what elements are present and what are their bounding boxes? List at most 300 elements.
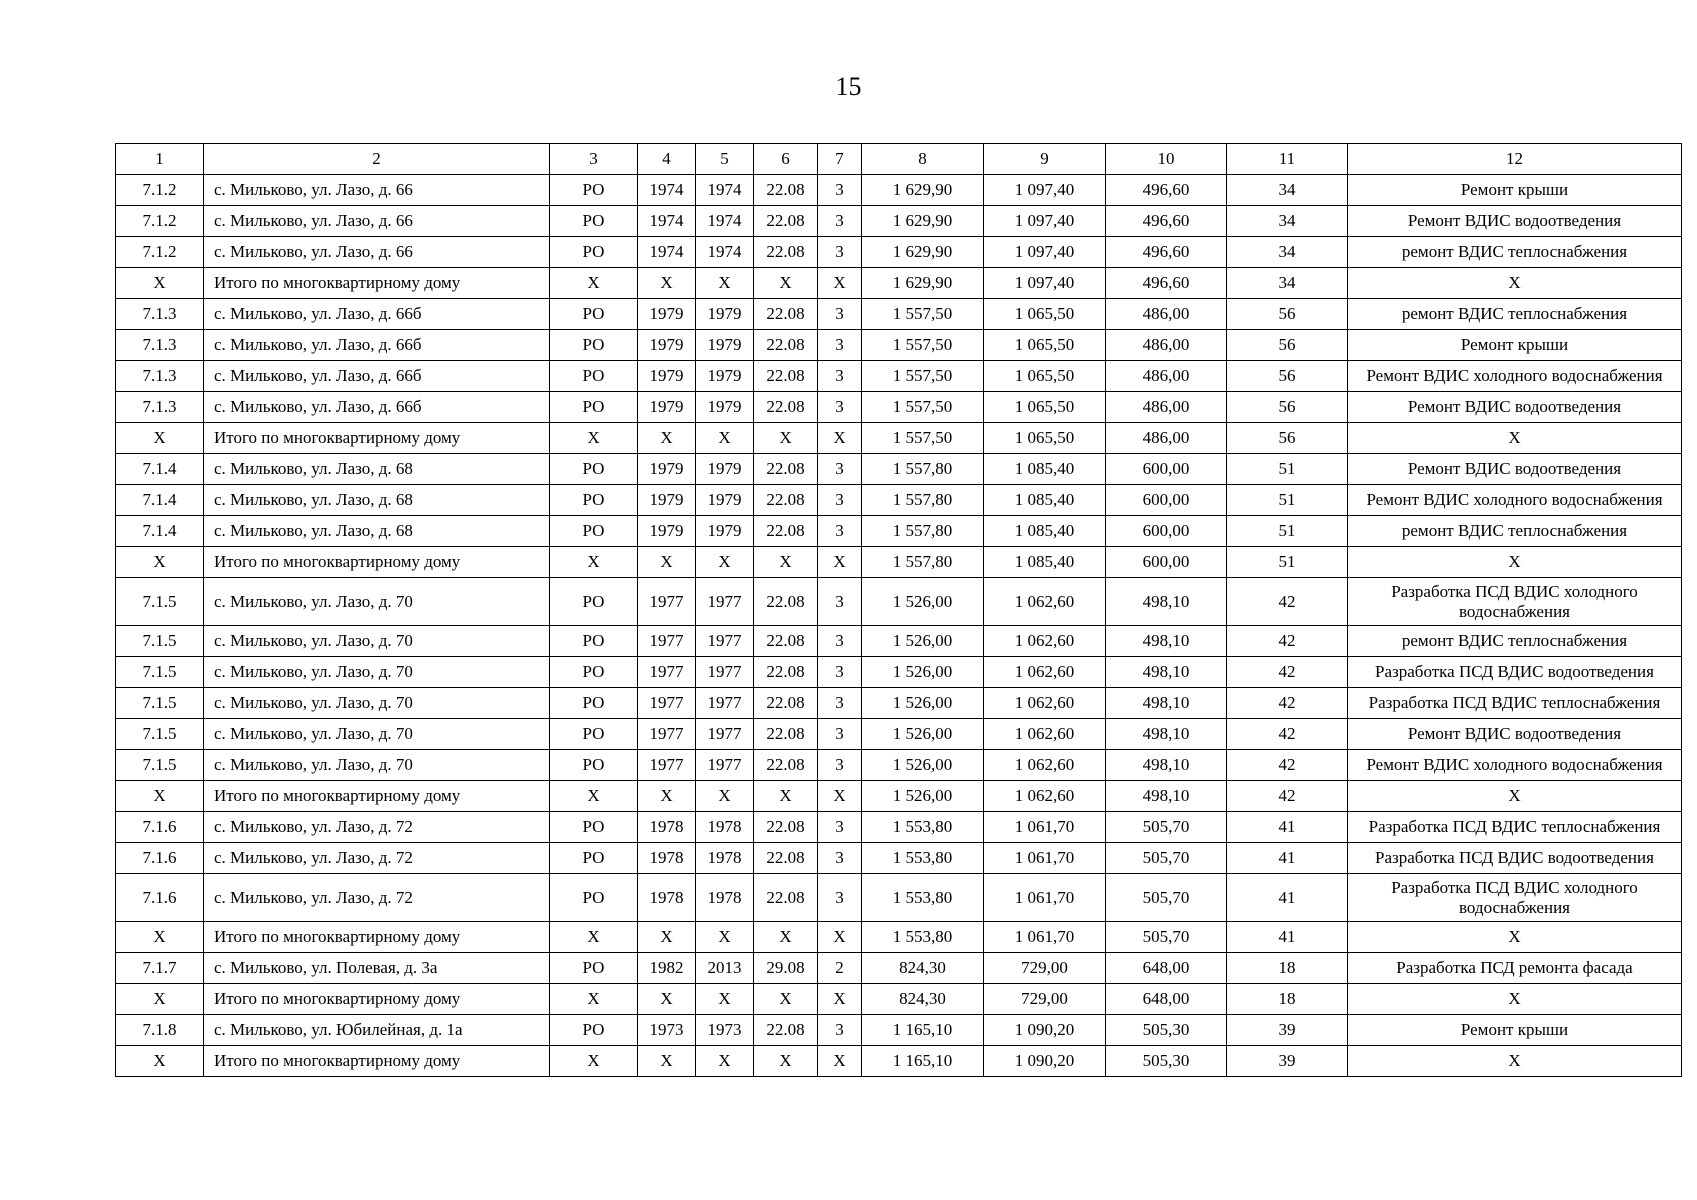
address-cell: с. Мильково, ул. Лазо, д. 66 [204, 237, 550, 268]
residential-area-cell: 1 090,20 [984, 1046, 1106, 1077]
date-code-cell: Х [754, 547, 818, 578]
work-type-cell: Х [1348, 1046, 1682, 1077]
owner-type-cell: РО [550, 175, 638, 206]
address-cell: с. Мильково, ул. Полевая, д. 3а [204, 953, 550, 984]
nonresidential-area-cell: 600,00 [1106, 485, 1227, 516]
address-cell: с. Мильково, ул. Юбилейная, д. 1а [204, 1015, 550, 1046]
total-area-cell: 1 553,80 [862, 812, 984, 843]
row-number-cell: 7.1.5 [116, 657, 204, 688]
work-type-cell: Разработка ПСД ВДИС теплоснабжения [1348, 688, 1682, 719]
residential-area-cell: 1 090,20 [984, 1015, 1106, 1046]
floors-cell: 3 [818, 750, 862, 781]
date-code-cell: 22.08 [754, 812, 818, 843]
row-number-cell: 7.1.5 [116, 626, 204, 657]
commissioning-year-cell: 1979 [696, 361, 754, 392]
total-area-cell: 1 557,80 [862, 516, 984, 547]
residents-count-cell: 56 [1227, 330, 1348, 361]
residential-area-cell: 1 062,60 [984, 688, 1106, 719]
date-code-cell: Х [754, 423, 818, 454]
commissioning-year-cell: 1979 [696, 454, 754, 485]
nonresidential-area-cell: 498,10 [1106, 750, 1227, 781]
column-header: 5 [696, 144, 754, 175]
floors-cell: Х [818, 423, 862, 454]
column-header: 6 [754, 144, 818, 175]
owner-type-cell: РО [550, 657, 638, 688]
row-number-cell: 7.1.8 [116, 1015, 204, 1046]
total-area-cell: 824,30 [862, 953, 984, 984]
address-cell: с. Мильково, ул. Лазо, д. 72 [204, 812, 550, 843]
address-cell: с. Мильково, ул. Лазо, д. 66б [204, 299, 550, 330]
table-row [116, 843, 1682, 874]
address-cell: с. Мильково, ул. Лазо, д. 68 [204, 485, 550, 516]
commissioning-year-cell: 1974 [696, 206, 754, 237]
date-code-cell: 22.08 [754, 578, 818, 626]
commissioning-year-cell: 1977 [696, 657, 754, 688]
floors-cell: Х [818, 781, 862, 812]
date-code-cell: 22.08 [754, 657, 818, 688]
floors-cell: 3 [818, 688, 862, 719]
construction-year-cell: 1977 [638, 750, 696, 781]
total-area-cell: 1 557,80 [862, 454, 984, 485]
owner-type-cell: РО [550, 299, 638, 330]
column-header: 9 [984, 144, 1106, 175]
commissioning-year-cell: 1979 [696, 299, 754, 330]
table-row [116, 874, 1682, 922]
table-row [116, 750, 1682, 781]
date-code-cell: 22.08 [754, 361, 818, 392]
date-code-cell: 22.08 [754, 843, 818, 874]
total-row [116, 423, 1682, 454]
residential-area-cell: 1 097,40 [984, 206, 1106, 237]
work-type-cell: Ремонт ВДИС водоотведения [1348, 719, 1682, 750]
work-type-cell: ремонт ВДИС теплоснабжения [1348, 237, 1682, 268]
row-number-cell: Х [116, 984, 204, 1015]
nonresidential-area-cell: 486,00 [1106, 299, 1227, 330]
residents-count-cell: 39 [1227, 1015, 1348, 1046]
residential-area-cell: 1 062,60 [984, 750, 1106, 781]
nonresidential-area-cell: 486,00 [1106, 330, 1227, 361]
nonresidential-area-cell: 600,00 [1106, 454, 1227, 485]
column-header: 8 [862, 144, 984, 175]
work-type-cell: Ремонт ВДИС водоотведения [1348, 454, 1682, 485]
column-header: 11 [1227, 144, 1348, 175]
owner-type-cell: РО [550, 1015, 638, 1046]
date-code-cell: 22.08 [754, 237, 818, 268]
residents-count-cell: 18 [1227, 984, 1348, 1015]
column-header: 4 [638, 144, 696, 175]
floors-cell: 3 [818, 626, 862, 657]
total-area-cell: 1 553,80 [862, 874, 984, 922]
total-row [116, 547, 1682, 578]
construction-year-cell: Х [638, 781, 696, 812]
table-row [116, 175, 1682, 206]
floors-cell: 3 [818, 485, 862, 516]
owner-type-cell: РО [550, 516, 638, 547]
residents-count-cell: 39 [1227, 1046, 1348, 1077]
construction-year-cell: Х [638, 1046, 696, 1077]
floors-cell: Х [818, 268, 862, 299]
work-type-cell: Х [1348, 781, 1682, 812]
row-number-cell: 7.1.6 [116, 843, 204, 874]
total-area-cell: 1 629,90 [862, 268, 984, 299]
date-code-cell: Х [754, 1046, 818, 1077]
floors-cell: 3 [818, 361, 862, 392]
column-header: 2 [204, 144, 550, 175]
floors-cell: 3 [818, 206, 862, 237]
nonresidential-area-cell: 505,70 [1106, 874, 1227, 922]
date-code-cell: 22.08 [754, 454, 818, 485]
construction-year-cell: 1978 [638, 874, 696, 922]
owner-type-cell: РО [550, 454, 638, 485]
work-type-cell: Ремонт ВДИС холодного водоснабжения [1348, 750, 1682, 781]
owner-type-cell: РО [550, 626, 638, 657]
floors-cell: 3 [818, 454, 862, 485]
owner-type-cell: РО [550, 330, 638, 361]
total-row [116, 922, 1682, 953]
floors-cell: 3 [818, 516, 862, 547]
commissioning-year-cell: 1977 [696, 719, 754, 750]
address-cell: с. Мильково, ул. Лазо, д. 72 [204, 874, 550, 922]
total-row [116, 984, 1682, 1015]
construction-year-cell: 1979 [638, 330, 696, 361]
residents-count-cell: 42 [1227, 688, 1348, 719]
nonresidential-area-cell: 498,10 [1106, 688, 1227, 719]
total-area-cell: 1 557,50 [862, 423, 984, 454]
row-number-cell: 7.1.3 [116, 330, 204, 361]
total-area-cell: 1 526,00 [862, 657, 984, 688]
nonresidential-area-cell: 498,10 [1106, 578, 1227, 626]
work-type-cell: Разработка ПСД ВДИС холодного водоснабжения [1348, 874, 1682, 922]
commissioning-year-cell: Х [696, 423, 754, 454]
construction-year-cell: 1977 [638, 626, 696, 657]
residential-area-cell: 1 065,50 [984, 299, 1106, 330]
row-number-cell: Х [116, 781, 204, 812]
residents-count-cell: 56 [1227, 392, 1348, 423]
residential-area-cell: 1 097,40 [984, 268, 1106, 299]
nonresidential-area-cell: 486,00 [1106, 361, 1227, 392]
row-number-cell: Х [116, 547, 204, 578]
residents-count-cell: 34 [1227, 175, 1348, 206]
owner-type-cell: Х [550, 423, 638, 454]
residents-count-cell: 42 [1227, 578, 1348, 626]
residents-count-cell: 51 [1227, 516, 1348, 547]
residential-area-cell: 1 085,40 [984, 547, 1106, 578]
date-code-cell: 22.08 [754, 175, 818, 206]
address-cell: с. Мильково, ул. Лазо, д. 70 [204, 578, 550, 626]
residential-area-cell: 1 061,70 [984, 922, 1106, 953]
construction-year-cell: 1979 [638, 392, 696, 423]
floors-cell: 3 [818, 237, 862, 268]
nonresidential-area-cell: 486,00 [1106, 392, 1227, 423]
owner-type-cell: Х [550, 1046, 638, 1077]
work-type-cell: Ремонт ВДИС холодного водоснабжения [1348, 485, 1682, 516]
column-number-row [116, 144, 1682, 175]
column-header: 12 [1348, 144, 1682, 175]
address-cell: с. Мильково, ул. Лазо, д. 70 [204, 626, 550, 657]
work-type-cell: Ремонт крыши [1348, 1015, 1682, 1046]
owner-type-cell: РО [550, 843, 638, 874]
date-code-cell: 22.08 [754, 516, 818, 547]
nonresidential-area-cell: 498,10 [1106, 781, 1227, 812]
residents-count-cell: 42 [1227, 657, 1348, 688]
commissioning-year-cell: Х [696, 268, 754, 299]
work-type-cell: Х [1348, 984, 1682, 1015]
commissioning-year-cell: 1978 [696, 843, 754, 874]
table-row [116, 361, 1682, 392]
owner-type-cell: РО [550, 206, 638, 237]
owner-type-cell: Х [550, 922, 638, 953]
table-row [116, 719, 1682, 750]
row-number-cell: 7.1.5 [116, 719, 204, 750]
commissioning-year-cell: Х [696, 922, 754, 953]
residents-count-cell: 41 [1227, 812, 1348, 843]
commissioning-year-cell: 1978 [696, 874, 754, 922]
floors-cell: 3 [818, 299, 862, 330]
floors-cell: 2 [818, 953, 862, 984]
date-code-cell: 22.08 [754, 874, 818, 922]
date-code-cell: Х [754, 268, 818, 299]
construction-year-cell: 1978 [638, 843, 696, 874]
address-cell: с. Мильково, ул. Лазо, д. 70 [204, 750, 550, 781]
commissioning-year-cell: 1973 [696, 1015, 754, 1046]
nonresidential-area-cell: 505,70 [1106, 812, 1227, 843]
work-type-cell: ремонт ВДИС теплоснабжения [1348, 516, 1682, 547]
total-area-cell: 1 557,50 [862, 330, 984, 361]
commissioning-year-cell: Х [696, 984, 754, 1015]
nonresidential-area-cell: 498,10 [1106, 657, 1227, 688]
table-row [116, 237, 1682, 268]
work-type-cell: Ремонт крыши [1348, 175, 1682, 206]
table-body [116, 175, 1682, 1077]
residents-count-cell: 42 [1227, 719, 1348, 750]
construction-year-cell: 1973 [638, 1015, 696, 1046]
column-header: 3 [550, 144, 638, 175]
total-area-cell: 1 553,80 [862, 922, 984, 953]
construction-year-cell: 1978 [638, 812, 696, 843]
row-number-cell: 7.1.5 [116, 578, 204, 626]
nonresidential-area-cell: 648,00 [1106, 953, 1227, 984]
date-code-cell: 22.08 [754, 485, 818, 516]
total-area-cell: 824,30 [862, 984, 984, 1015]
construction-year-cell: 1979 [638, 361, 696, 392]
owner-type-cell: Х [550, 268, 638, 299]
row-number-cell: Х [116, 423, 204, 454]
residents-count-cell: 34 [1227, 237, 1348, 268]
floors-cell: 3 [818, 175, 862, 206]
work-type-cell: ремонт ВДИС теплоснабжения [1348, 299, 1682, 330]
residents-count-cell: 51 [1227, 485, 1348, 516]
address-cell: с. Мильково, ул. Лазо, д. 70 [204, 657, 550, 688]
residential-area-cell: 1 065,50 [984, 392, 1106, 423]
table-row [116, 330, 1682, 361]
total-area-cell: 1 526,00 [862, 626, 984, 657]
table-row [116, 516, 1682, 547]
floors-cell: Х [818, 1046, 862, 1077]
construction-year-cell: 1979 [638, 454, 696, 485]
address-cell: с. Мильково, ул. Лазо, д. 66б [204, 392, 550, 423]
address-cell: с. Мильково, ул. Лазо, д. 72 [204, 843, 550, 874]
total-area-cell: 1 165,10 [862, 1046, 984, 1077]
address-cell: с. Мильково, ул. Лазо, д. 66б [204, 330, 550, 361]
floors-cell: 3 [818, 843, 862, 874]
column-header: 7 [818, 144, 862, 175]
commissioning-year-cell: 1974 [696, 237, 754, 268]
total-area-cell: 1 553,80 [862, 843, 984, 874]
address-cell: с. Мильково, ул. Лазо, д. 66б [204, 361, 550, 392]
address-cell: с. Мильково, ул. Лазо, д. 66 [204, 206, 550, 237]
owner-type-cell: РО [550, 485, 638, 516]
residential-area-cell: 1 061,70 [984, 843, 1106, 874]
construction-year-cell: Х [638, 268, 696, 299]
table-row [116, 485, 1682, 516]
owner-type-cell: РО [550, 688, 638, 719]
date-code-cell: 22.08 [754, 392, 818, 423]
date-code-cell: Х [754, 781, 818, 812]
residents-count-cell: 51 [1227, 547, 1348, 578]
row-number-cell: 7.1.3 [116, 361, 204, 392]
address-cell: Итого по многоквартирному дому [204, 781, 550, 812]
address-cell: Итого по многоквартирному дому [204, 984, 550, 1015]
work-type-cell: Х [1348, 922, 1682, 953]
construction-year-cell: Х [638, 984, 696, 1015]
total-row [116, 781, 1682, 812]
page-number: 15 [835, 72, 862, 101]
work-type-cell: Ремонт ВДИС водоотведения [1348, 206, 1682, 237]
floors-cell: 3 [818, 657, 862, 688]
residents-count-cell: 42 [1227, 781, 1348, 812]
date-code-cell: 22.08 [754, 719, 818, 750]
residential-area-cell: 1 085,40 [984, 516, 1106, 547]
construction-year-cell: 1974 [638, 175, 696, 206]
address-cell: с. Мильково, ул. Лазо, д. 66 [204, 175, 550, 206]
construction-year-cell: 1977 [638, 657, 696, 688]
floors-cell: 3 [818, 578, 862, 626]
work-type-cell: Х [1348, 547, 1682, 578]
date-code-cell: Х [754, 984, 818, 1015]
nonresidential-area-cell: 496,60 [1106, 237, 1227, 268]
total-area-cell: 1 629,90 [862, 237, 984, 268]
total-area-cell: 1 629,90 [862, 175, 984, 206]
floors-cell: 3 [818, 330, 862, 361]
construction-year-cell: 1982 [638, 953, 696, 984]
residents-count-cell: 42 [1227, 626, 1348, 657]
row-number-cell: 7.1.2 [116, 237, 204, 268]
total-row [116, 1046, 1682, 1077]
commissioning-year-cell: 1979 [696, 485, 754, 516]
commissioning-year-cell: 2013 [696, 953, 754, 984]
residents-count-cell: 41 [1227, 843, 1348, 874]
residents-count-cell: 56 [1227, 299, 1348, 330]
owner-type-cell: РО [550, 750, 638, 781]
commissioning-year-cell: 1979 [696, 516, 754, 547]
row-number-cell: Х [116, 1046, 204, 1077]
total-area-cell: 1 526,00 [862, 750, 984, 781]
residential-area-cell: 1 061,70 [984, 874, 1106, 922]
residential-area-cell: 1 062,60 [984, 781, 1106, 812]
residents-count-cell: 41 [1227, 874, 1348, 922]
table-row [116, 953, 1682, 984]
residents-count-cell: 56 [1227, 423, 1348, 454]
work-type-cell: Х [1348, 423, 1682, 454]
total-area-cell: 1 526,00 [862, 781, 984, 812]
residential-area-cell: 1 097,40 [984, 175, 1106, 206]
address-cell: Итого по многоквартирному дому [204, 423, 550, 454]
owner-type-cell: РО [550, 874, 638, 922]
date-code-cell: 22.08 [754, 626, 818, 657]
table-row [116, 454, 1682, 485]
floors-cell: Х [818, 984, 862, 1015]
residential-area-cell: 1 061,70 [984, 812, 1106, 843]
column-header: 1 [116, 144, 204, 175]
construction-year-cell: Х [638, 423, 696, 454]
residential-area-cell: 1 085,40 [984, 454, 1106, 485]
floors-cell: 3 [818, 1015, 862, 1046]
row-number-cell: Х [116, 268, 204, 299]
commissioning-year-cell: 1977 [696, 688, 754, 719]
residents-count-cell: 34 [1227, 268, 1348, 299]
nonresidential-area-cell: 505,70 [1106, 843, 1227, 874]
address-cell: Итого по многоквартирному дому [204, 1046, 550, 1077]
owner-type-cell: РО [550, 953, 638, 984]
residential-area-cell: 1 097,40 [984, 237, 1106, 268]
owner-type-cell: Х [550, 547, 638, 578]
floors-cell: 3 [818, 719, 862, 750]
commissioning-year-cell: Х [696, 1046, 754, 1077]
residential-area-cell: 729,00 [984, 984, 1106, 1015]
owner-type-cell: РО [550, 361, 638, 392]
row-number-cell: Х [116, 922, 204, 953]
row-number-cell: 7.1.5 [116, 688, 204, 719]
row-number-cell: 7.1.4 [116, 516, 204, 547]
work-type-cell: Ремонт крыши [1348, 330, 1682, 361]
total-area-cell: 1 629,90 [862, 206, 984, 237]
work-type-cell: Разработка ПСД ВДИС холодного водоснабжения [1348, 578, 1682, 626]
residential-area-cell: 1 065,50 [984, 330, 1106, 361]
work-type-cell: Разработка ПСД ВДИС водоотведения [1348, 843, 1682, 874]
row-number-cell: 7.1.3 [116, 299, 204, 330]
nonresidential-area-cell: 600,00 [1106, 547, 1227, 578]
residents-count-cell: 18 [1227, 953, 1348, 984]
commissioning-year-cell: 1979 [696, 392, 754, 423]
date-code-cell: Х [754, 922, 818, 953]
construction-year-cell: 1979 [638, 299, 696, 330]
address-cell: с. Мильково, ул. Лазо, д. 70 [204, 688, 550, 719]
commissioning-year-cell: 1977 [696, 578, 754, 626]
commissioning-year-cell: 1974 [696, 175, 754, 206]
total-area-cell: 1 557,80 [862, 547, 984, 578]
date-code-cell: 22.08 [754, 299, 818, 330]
table-row [116, 688, 1682, 719]
residents-count-cell: 56 [1227, 361, 1348, 392]
construction-year-cell: 1974 [638, 206, 696, 237]
floors-cell: 3 [818, 812, 862, 843]
table-row [116, 578, 1682, 626]
residential-area-cell: 1 062,60 [984, 578, 1106, 626]
table-row [116, 299, 1682, 330]
nonresidential-area-cell: 648,00 [1106, 984, 1227, 1015]
table-row [116, 206, 1682, 237]
nonresidential-area-cell: 486,00 [1106, 423, 1227, 454]
total-area-cell: 1 526,00 [862, 578, 984, 626]
nonresidential-area-cell: 505,30 [1106, 1015, 1227, 1046]
construction-year-cell: 1974 [638, 237, 696, 268]
row-number-cell: 7.1.4 [116, 454, 204, 485]
residential-area-cell: 1 062,60 [984, 626, 1106, 657]
column-header: 10 [1106, 144, 1227, 175]
owner-type-cell: РО [550, 719, 638, 750]
nonresidential-area-cell: 496,60 [1106, 175, 1227, 206]
floors-cell: 3 [818, 874, 862, 922]
